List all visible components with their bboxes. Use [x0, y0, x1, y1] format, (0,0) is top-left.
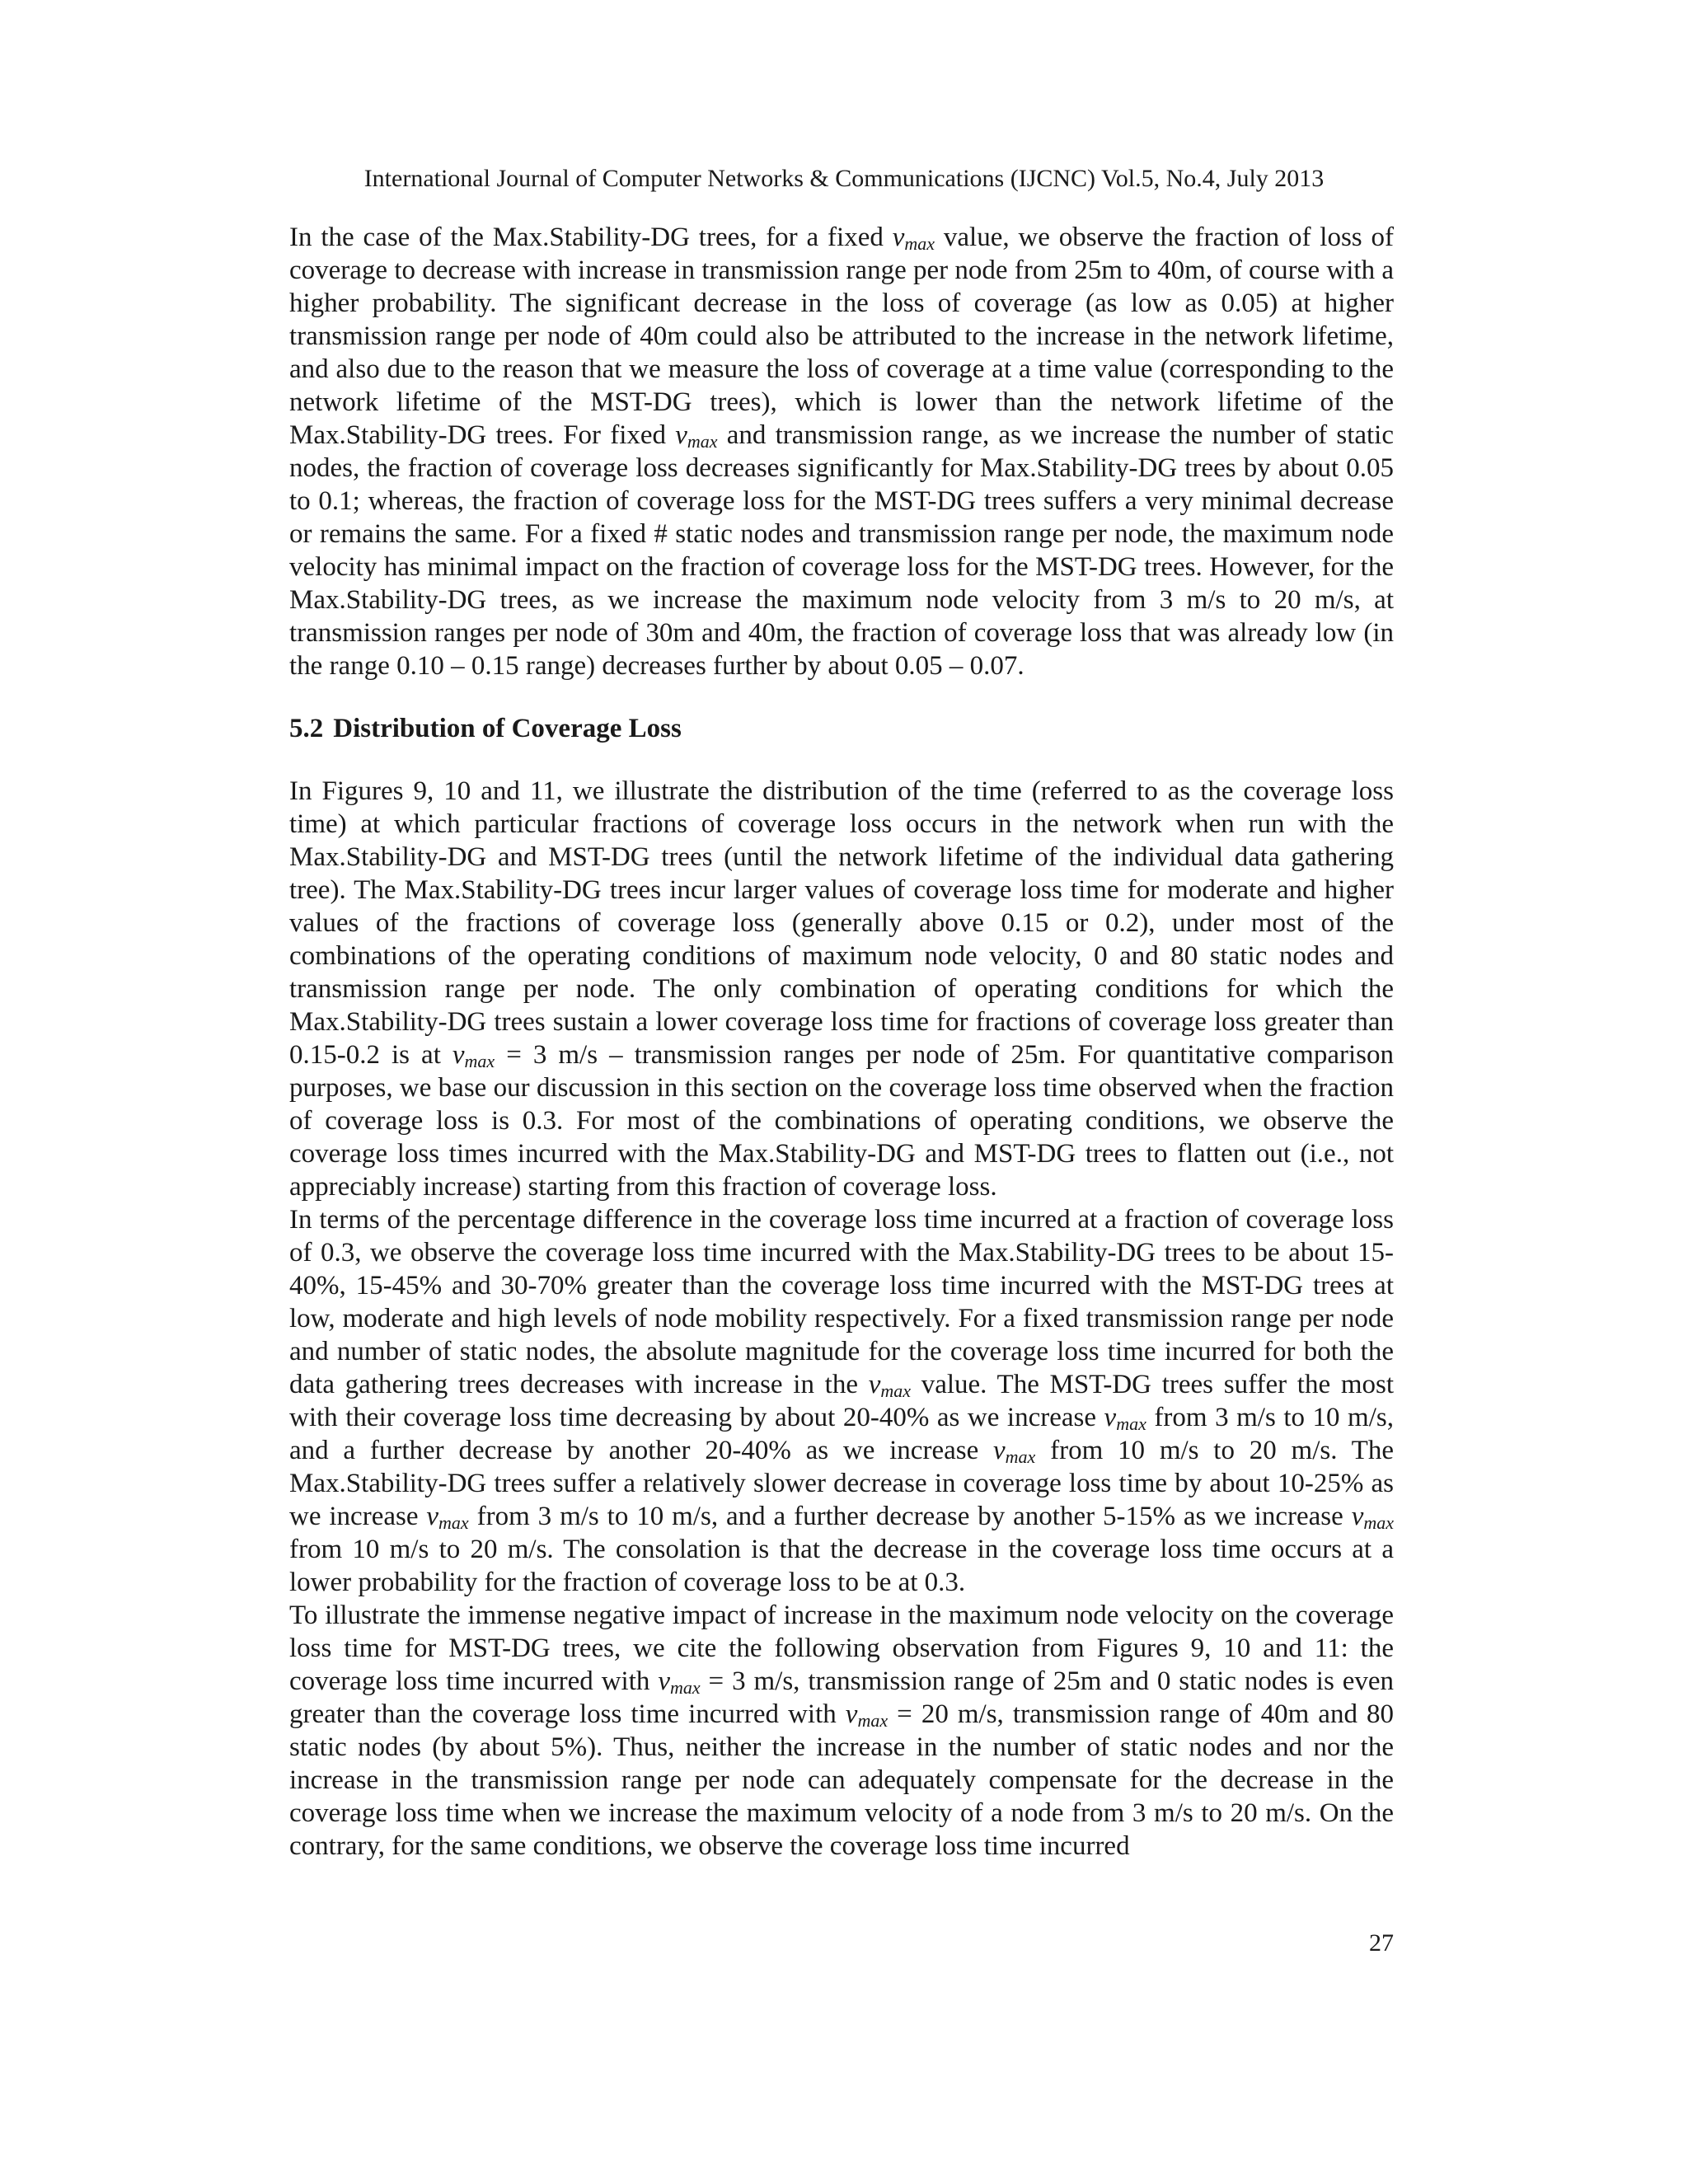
vmax-symbol: $v_{max}$	[868, 1370, 911, 1401]
vmax-symbol: $v_{max}$	[892, 223, 935, 254]
section-title: Distribution of Coverage Loss	[333, 714, 682, 743]
vmax-symbol: $v_{max}$	[452, 1040, 495, 1071]
vmax-symbol: $v_{max}$	[845, 1699, 889, 1731]
page-number: 27	[1369, 1929, 1394, 1957]
vmax-symbol: $v_{max}$	[1351, 1502, 1394, 1533]
vmax-symbol: $v_{max}$	[658, 1666, 701, 1698]
running-header: International Journal of Computer Networks & Communications (IJCNC) Vol.5, No.4, July 2013	[363, 165, 1325, 192]
section-heading	[289, 712, 1394, 745]
vmax-symbol: $v_{max}$	[993, 1436, 1036, 1467]
vmax-symbol: $v_{max}$	[426, 1502, 469, 1533]
body-text	[289, 221, 1394, 1863]
paragraph-percentage-difference: In terms of the percentage difference in the coverage loss time incurred at a fraction of coverage loss of 0.3, we observe the coverage loss time incurred with the Max.Stability-DG trees to be about 15-40%, 15-45% and 30-70% greater than the coverage loss time incurred with the MST-DG trees at low, moderate and high levels of node mobility respectively. For a fixed transmission range per node and number of static nodes, the absolute magnitude for the coverage loss time incurred for both the data gathering trees decreases with increase in the $v_{max}$ value. The MST-DG trees suffer the most with their coverage loss time decreasing by about 20-40% as we increase $v_{max}$ from 3 m/s to 10 m/s, and a further decrease by another 20-40% as we increase $v_{max}$ from 10 m/s to 20 m/s. The Max.Stability-DG trees suffer a relatively slower decrease in coverage loss time by about 10-25% as we increase $v_{max}$ from 3 m/s to 10 m/s, and a further decrease by another 5-15% as we increase $v_{max}$ from 10 m/s to 20 m/s. The consolation is that the decrease in the coverage loss time occurs at a lower probability for the fraction of coverage loss to be at 0.3.	[289, 1205, 1394, 1597]
vmax-symbol: $v_{max}$	[1104, 1403, 1146, 1434]
paragraph-distribution-intro: In Figures 9, 10 and 11, we illustrate the distribution of the time (referred to as the coverage loss time) at which particular fractions of coverage loss occurs in the network when run with the Max.Stability-DG and MST-DG trees (until the network lifetime of the individual data gathering tree). The Max.Stability-DG trees incur larger values of coverage loss time for moderate and higher values of the fractions of coverage loss (generally above 0.15 or 0.2), under most of the combinations of the operating conditions of maximum node velocity, 0 and 80 static nodes and transmission range per node. The only combination of operating conditions for which the Max.Stability-DG trees sustain a lower coverage loss time for fractions of coverage loss greater than 0.15-0.2 is at $v_{max} = 3$ m/s – transmission ranges per node of 25m. For quantitative comparison purposes, we base our discussion in this section on the coverage loss time observed when the fraction of coverage loss is 0.3. For most of the combinations of operating conditions, we observe the coverage loss times incurred with the Max.Stability-DG and MST-DG trees to flatten out (i.e., not appreciably increase) starting from this fraction of coverage loss.	[289, 776, 1395, 1202]
paragraph-negative-impact: To illustrate the immense negative impact of increase in the maximum node velocity on the coverage loss time for MST-DG trees, we cite the following observation from Figures 9, 10 and 11: the coverage loss time incurred with $v_{max} = 3$ m/s, transmission range of 25m and 0 static nodes is even greater than the coverage loss time incurred with $v_{max} = 20$ m/s, transmission range of 40m and 80 static nodes (by about 5%). Thus, neither the increase in the number of static nodes and nor the increase in the transmission range per node can adequately compensate for the decrease in the coverage loss time when we increase the maximum velocity of a node from 3 m/s to 20 m/s. On the contrary, for the same conditions, we observe the coverage loss time incurred	[289, 1601, 1394, 1861]
section-number: 5.2	[289, 714, 324, 743]
vmax-symbol: $v_{max}$	[675, 420, 718, 452]
paragraph-coverage-loss-fraction: In the case of the Max.Stability-DG trees, for a fixed $v_{max}$ value, we observe the fraction of loss of coverage to decrease with increase in transmission range per node from 25m to 40m, of course with a higher probability. The significant decrease in the loss of coverage (as low as 0.05) at higher transmission range per node of 40m could also be attributed to the increase in the network lifetime, and also due to the reason that we measure the loss of coverage at a time value (corresponding to the network lifetime of the MST-DG trees), which is lower than the network lifetime of the Max.Stability-DG trees. For fixed $v_{max}$ and transmission range, as we increase the number of static nodes, the fraction of coverage loss decreases significantly for Max.Stability-DG trees by about 0.05 to 0.1; whereas, the fraction of coverage loss for the MST-DG trees suffers a very minimal decrease or remains the same. For a fixed # static nodes and transmission range per node, the maximum node velocity has minimal impact on the fraction of coverage loss for the MST-DG trees. However, for the Max.Stability-DG trees, as we increase the maximum node velocity from 3 m/s to 20 m/s, at transmission ranges per node of 30m and 40m, the fraction of coverage loss that was already low (in the range 0.10 – 0.15 range) decreases further by about 0.05 – 0.07.	[289, 223, 1394, 681]
